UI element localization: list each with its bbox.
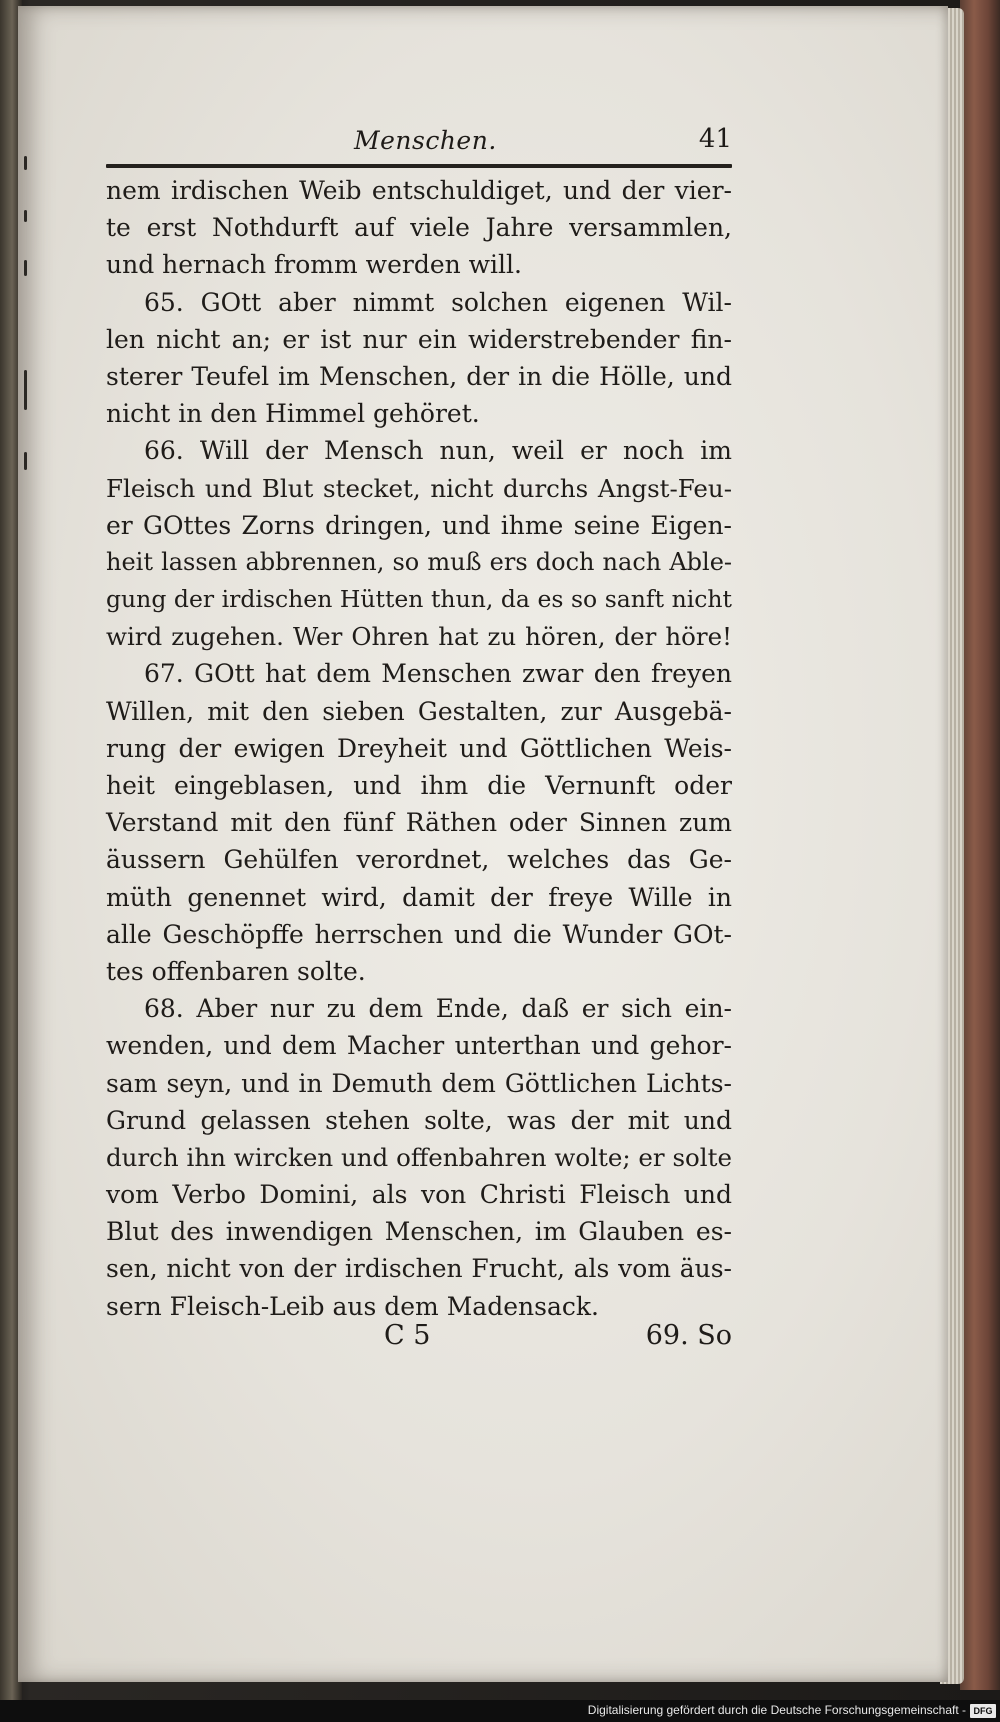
text-line: nicht in den Himmel gehöret. <box>106 399 480 429</box>
text-line: gung der irdischen Hütten thun, da es so sanft nicht <box>106 585 732 614</box>
text-line: sern Fleisch-Leib aus dem Madensack. <box>106 1291 599 1321</box>
text-line: Verstand mit den fünf Räthen oder Sinnen zum <box>106 808 732 838</box>
text-line: wenden, und dem Macher unterthan und gehor- <box>106 1031 732 1061</box>
text-line: und hernach fromm werden will. <box>106 250 522 280</box>
dfg-logo-icon: DFG <box>970 1704 996 1718</box>
body-text <box>106 172 732 1325</box>
text-line: heit lassen abbrennen, so muß ers doch nach Able- <box>106 547 732 576</box>
signature-mark: C 5 <box>384 1320 431 1351</box>
catchword: 69. So <box>645 1320 732 1351</box>
header-rule <box>106 164 732 168</box>
text-line: sterer Teufel im Menschen, der in die Hölle, und <box>106 361 732 391</box>
text-line: wird zugehen. Wer Ohren hat zu hören, der höre! <box>106 622 732 652</box>
text-line: Willen, mit den sieben Gestalten, zur Ausgebä- <box>106 696 732 726</box>
text-line: sen, nicht von der irdischen Frucht, als vom äus- <box>106 1254 732 1284</box>
text-line: 68. Aber nur zu dem Ende, daß er sich ein- <box>144 994 732 1024</box>
text-line: sam seyn, und in Demuth dem Göttlichen Lichts- <box>106 1068 732 1098</box>
text-line: äussern Gehülfen verordnet, welches das Ge- <box>106 845 732 875</box>
text-line: 65. GOtt aber nimmt solchen eigenen Wil- <box>144 287 732 317</box>
page-footer <box>106 1320 732 1360</box>
credit-text: Digitalisierung gefördert durch die Deutsche Forschungsgemeinschaft - <box>587 1703 966 1717</box>
credit-bar <box>0 1700 1000 1722</box>
text-line: heit eingeblasen, und ihm die Vernunft oder <box>106 771 732 800</box>
text-line: alle Geschöpffe herrschen und die Wunder GOt- <box>106 919 732 949</box>
text-line: Blut des inwendigen Menschen, im Glauben es- <box>106 1217 732 1247</box>
page-number: 41 <box>698 124 732 154</box>
text-line: rung der ewigen Dreyheit und Göttlichen Weis- <box>106 733 732 763</box>
text-line: müth genennet wird, damit der freye Wille in <box>106 882 732 912</box>
text-line: vom Verbo Domini, als von Christi Fleisch und <box>106 1180 732 1210</box>
text-line: 67. GOtt hat dem Menschen zwar den freyen <box>144 659 732 689</box>
text-line: 66. Will der Mensch nun, weil er noch im <box>144 436 732 466</box>
gutter-marks <box>20 156 34 476</box>
text-line: Grund gelassen stehen solte, was der mit und <box>106 1105 732 1135</box>
text-line: len nicht an; er ist nur ein widerstrebender fin- <box>106 324 732 354</box>
running-title: Menschen. <box>354 126 497 155</box>
book-cover-edge <box>960 0 1000 1690</box>
running-header <box>106 122 732 162</box>
text-line: te erst Nothdurft auf viele Jahre versammlen, <box>106 213 732 243</box>
text-line: tes offenbaren solte. <box>106 956 366 986</box>
text-line: durch ihn wircken und offenbahren wolte; er solte <box>106 1142 732 1172</box>
text-line: Fleisch und Blut stecket, nicht durchs Angst-Feu- <box>106 473 732 503</box>
text-line: nem irdischen Weib entschuldiget, und der vier- <box>106 176 732 205</box>
text-line: er GOttes Zorns dringen, und ihme seine Eigen- <box>106 510 732 540</box>
